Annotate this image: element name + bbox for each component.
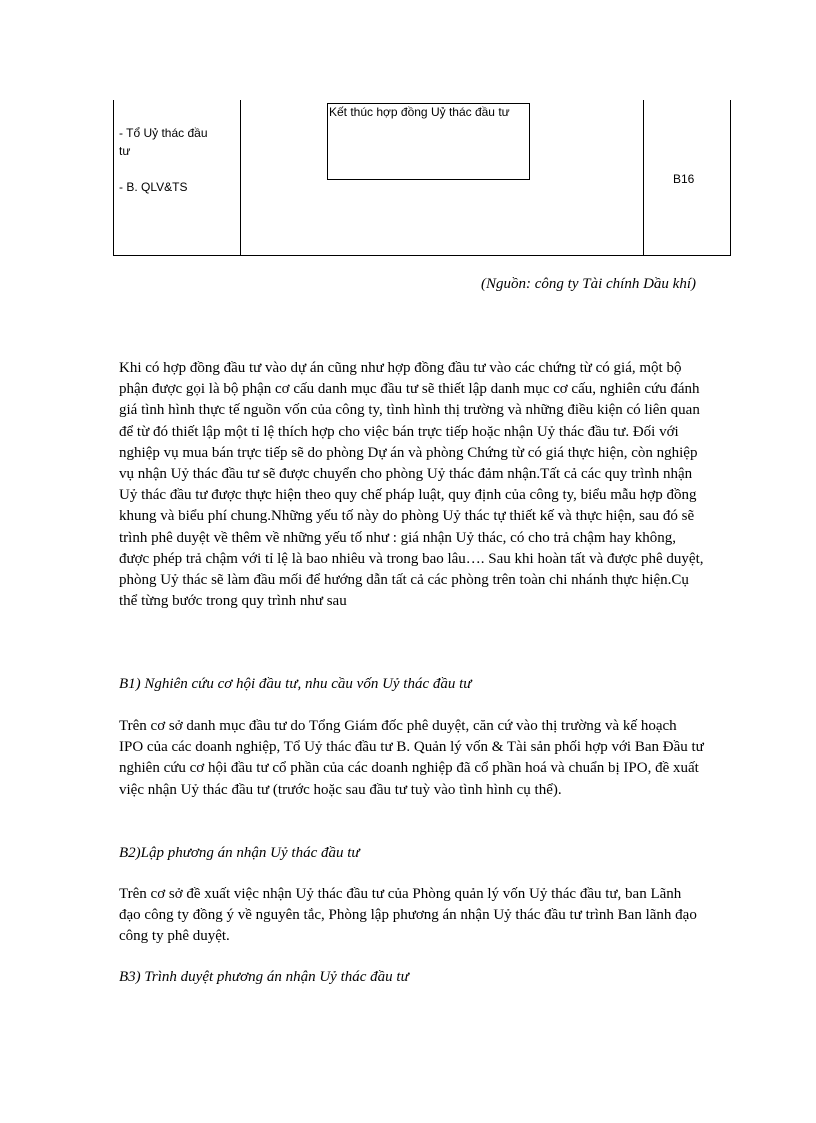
table-divider-1 xyxy=(240,100,241,256)
b1-paragraph: Trên cơ sở danh mục đầu tư do Tổng Giám đốc phê duyệt, căn cứ vào thị trường và kế hoạch IPO của các doanh nghiệp, Tổ Uỷ thác đầu tư B. Quản lý vốn & Tài sản phối hợp với Ban Đầu tư nghiên cứu cơ hội đầu tư cổ phần của các doanh nghiệp đã cổ phần hoá và chuẩn bị IPO, đề xuất việc nhận Uỷ thác đầu tư (trước hoặc sau đầu tư tuỳ vào tình hình cụ thể). xyxy=(119,718,704,798)
table-divider-2 xyxy=(643,100,644,256)
step-code: B16 xyxy=(673,172,695,186)
process-table xyxy=(113,100,731,256)
process-step-box xyxy=(327,103,530,180)
table-bottom-border xyxy=(113,255,731,256)
department-line-1: - Tổ Uỷ thác đầu xyxy=(119,126,208,140)
table-border-left xyxy=(113,100,114,256)
process-step-label: Kết thúc hợp đồng Uỷ thác đầu tư xyxy=(329,105,510,119)
intro-paragraph: Khi có hợp đồng đầu tư vào dự án cũng như hợp đồng đầu tư vào các chứng từ có giá, một bộ phận được gọi là bộ phận cơ cấu danh mục đầu tư sẽ thiết lập danh mục cơ cấu, nghiên cứu đánh giá tình hình thực tế nguồn vốn của công ty, tình hình thị trường và những điều kiện có liên quan để từ đó thiết lập một tỉ lệ thích hợp cho việc bán trực tiếp hoặc nhận Uỷ thác đầu tư. Đối với nghiệp vụ mua bán trực tiếp sẽ do phòng Dự án và phòng Chứng từ có giá thực hiện, còn nghiệp vụ nhận Uỷ thác đầu tư sẽ được chuyển cho phòng Uỷ thác đảm nhận.Tất cả các quy trình nhận Uỷ thác đầu tư được thực hiện theo quy chế pháp luật, quy định của công ty, biểu mẫu hợp đồng khung và biểu phí chung.Những yếu tố này do phòng Uỷ thác tự thiết kế và thực hiện, sau đó sẽ trình phê duyệt về thêm về những yếu tố như : giá nhận Uỷ thác, có cho trả chậm hay không, được phép trả chậm với tỉ lệ là bao nhiêu và trong bao lâu…. Sau khi hoàn tất và được phê duyệt, phòng Uỷ thác sẽ làm đầu mối để hướng dẫn tất cả các phòng trên toàn chi nhánh thực hiện.Cụ thể từng bước trong quy trình như sau xyxy=(119,360,704,610)
b2-paragraph: Trên cơ sở đề xuất việc nhận Uỷ thác đầu tư của Phòng quản lý vốn Uỷ thác đầu tư, ban Lãnh đạo công ty đồng ý về nguyên tắc, Phòng lập phương án nhận Uỷ thác đầu tư trình Ban lãnh đạo công ty phê duyệt. xyxy=(119,886,697,945)
b2-heading: B2)Lập phương án nhận Uỷ thác đầu tư xyxy=(119,845,360,861)
source-caption: (Nguồn: công ty Tài chính Dầu khí) xyxy=(481,276,696,292)
department-line-2: tư xyxy=(119,144,131,158)
department-line-3: - B. QLV&TS xyxy=(119,180,188,194)
b1-heading: B1) Nghiên cứu cơ hội đầu tư, nhu cầu vốn Uỷ thác đầu tư xyxy=(119,676,472,692)
b3-heading: B3) Trình duyệt phương án nhận Uỷ thác đầu tư xyxy=(119,969,409,985)
table-border-right xyxy=(730,100,731,256)
